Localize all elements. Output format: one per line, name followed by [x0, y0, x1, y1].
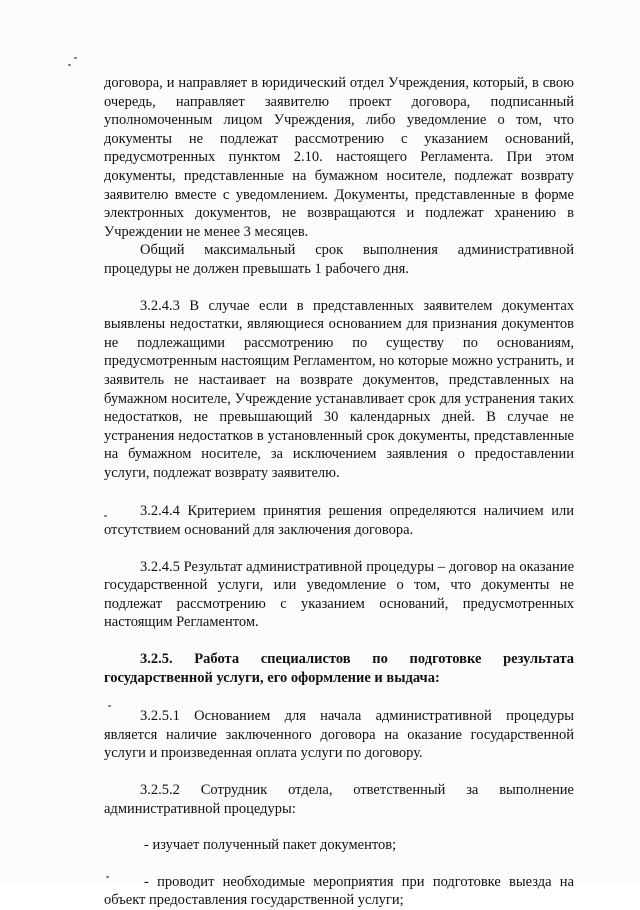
paragraph-3-2-4-4: 3.2.4.4 Критерием принятия решения определяются наличием или отсутствием оснований для заключения договора. — [104, 503, 574, 539]
paragraph-contract-continuation: договора, и направляет в юридический отдел Учреждения, который, в свою очередь, направляет заявителю проект договора, подписанный уполномоченным лицом Учреждения, либо уведомление о том, что документы не подлежат рассмотрению с указанием оснований, предусмотренных пунктом 2.10. настоящего Регламента. При этом документы, представленные на бумажном носителе, подлежат возврату заявителю вместе с уведомлением. Документы, представленные в форме электронных документов, не возвращаются и подлежат хранению в Учреждении не менее 3 месяцев. — [104, 75, 574, 240]
paragraph-3-2-5-1: 3.2.5.1 Основанием для начала административной процедуры является наличие заключенного договора на оказание государственной услуги и произведенная оплата услуги по договору. — [104, 708, 574, 762]
paragraph-3-2-4-5: 3.2.4.5 Результат административной процедуры – договор на оказание государственной услуги, или уведомление о том, что документы не подлежат рассмотрению с указанием оснований, предусмотренных настоящим Регламентом. — [104, 558, 574, 631]
section-title: Работа специалистов по подготовке результата государственной услуги, его оформление и выдача: — [104, 651, 574, 686]
section-number: 3.2.5. — [140, 651, 173, 668]
list-item: - изучает полученный пакет документов; — [144, 837, 397, 854]
paragraph-max-duration: Общий максимальный срок выполнения административной процедуры не должен превышать 1 рабочего дня. — [104, 242, 574, 277]
scan-speck — [68, 64, 71, 66]
list-item: - проводит необходимые мероприятия при подготовке выезда на объект предоставления государственной услуги; — [104, 873, 574, 909]
document-body — [104, 74, 574, 910]
scan-speck — [74, 57, 77, 59]
paragraph-3-2-5-2: 3.2.5.2 Сотрудник отдела, ответственный за выполнение административной процедуры: — [104, 782, 574, 817]
paragraph-3-2-4-3: 3.2.4.3 В случае если в представленных заявителем документах выявлены недостатки, являющиеся основанием для признания документов не подлежащими рассмотрению по существу по основаниям, предусмотренным настоящим Регламентом, но которые можно устранить, и заявитель не настаивает на возврате документов, представленных на бумажном носителе, Учреждение устанавливает срок для устранения таких недостатков, не превышающий 30 календарных дней. В случае не устранения недостатков в установленный срок документы, представленные на бумажном носителе, за исключением заявления о предоставлении услуги, подлежат возврату заявителю. — [104, 297, 574, 481]
section-heading-3-2-5 — [104, 650, 574, 687]
